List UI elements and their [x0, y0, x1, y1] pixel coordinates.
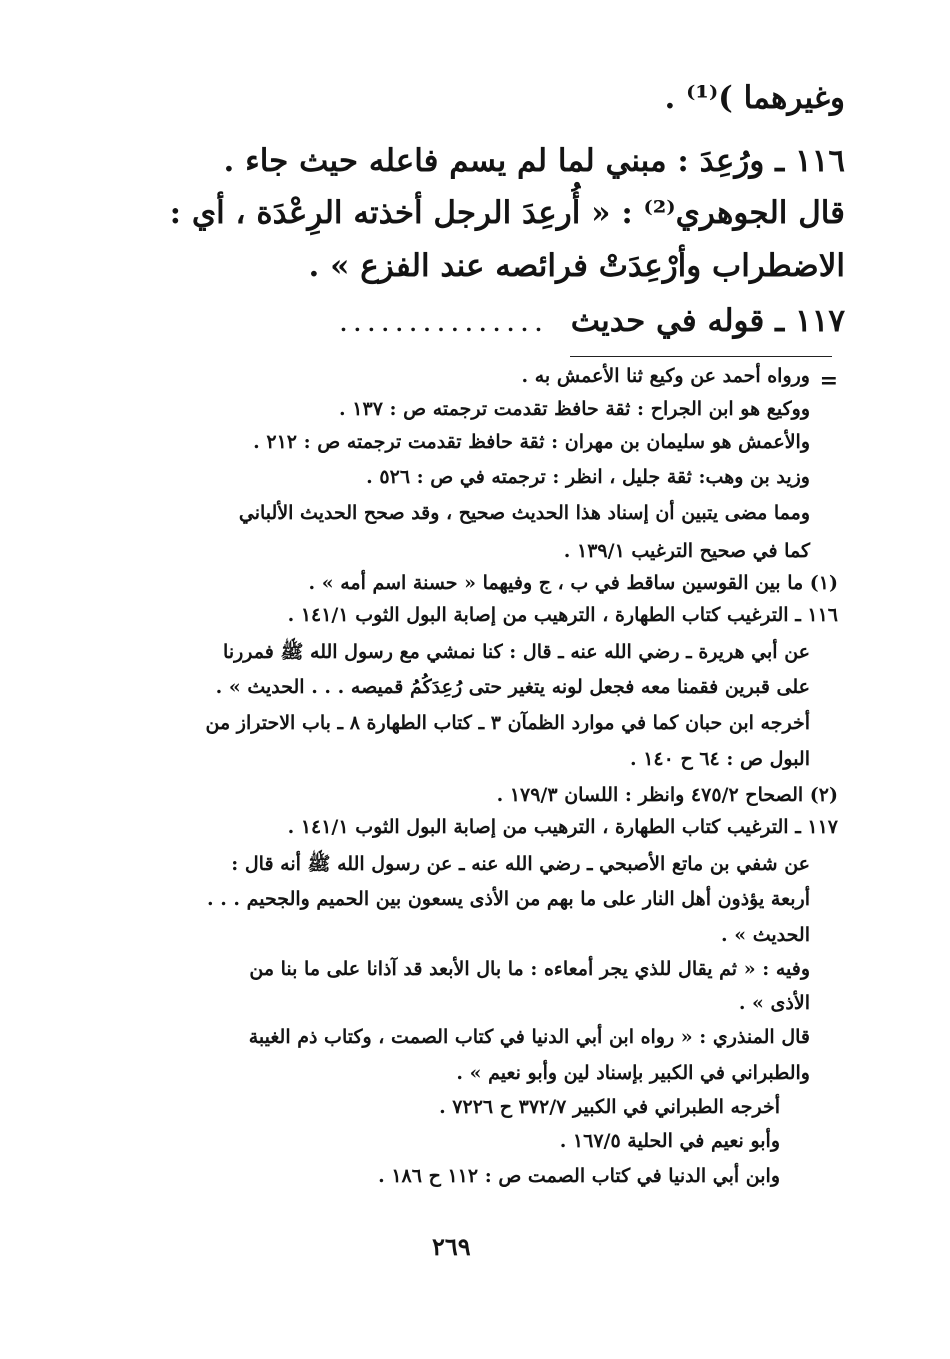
note-line-20: قال المنذري : « رواه ابن أبي الدنيا في كتاب الصمت ، وكتاب ذم الغيبة — [248, 1026, 810, 1048]
continuation-mark: = — [819, 368, 838, 394]
main-line-3: قال الجوهري⁽²⁾ : « أُرعِدَ الرجل أخذته الرِعْدَة ، أي : — [169, 195, 845, 231]
page-number: ٢٦٩ — [432, 1232, 471, 1261]
note-line-6: كما في صحيح الترغيب ١٣٩/١ . — [563, 540, 810, 562]
note-line-24: وابن أبي الدنيا في كتاب الصمت ص : ١١٢ ح ١٨٦ . — [378, 1165, 780, 1187]
note-line-10: على قبرين فقمنا معه فجعل لونه يتغير حتى رُعِدَكُمُ قميصه . . . الحديث » . — [215, 676, 810, 698]
note-line-11: أخرجه ابن حبان كما في موارد الظمآن ٣ ـ كتاب الطهارة ٨ ـ باب الاحتراز من — [205, 712, 810, 734]
note-line-3: والأعمش هو سليمان بن مهران : ثقة حافظ تقدمت ترجمته ص : ٢١٢ . — [253, 431, 810, 453]
main-line-4: الاضطراب وأرْعِدَتْ فرائصه عند الفزع » . — [308, 248, 845, 284]
note-line-9: عن أبي هريرة ـ رضي الله عنه ـ قال : كنا نمشي مع رسول الله ﷺ فمررنا — [223, 641, 810, 663]
note-line-15: عن شفي بن ماتع الأصبحي ـ رضي الله عنه ـ عن رسول الله ﷺ أنه قال : — [231, 853, 810, 875]
note-line-4: وزيد بن وهب: ثقة جليل ، انظر : ترجمته في ص : ٥٢٦ . — [366, 466, 810, 488]
note-line-19: الأذى » . — [738, 992, 810, 1014]
note-line-16: أربعة يؤذون أهل النار على ما بهم من الأذى يسعون بين الحميم والجحيم . . . — [206, 888, 810, 910]
ellipsis-dots: . . . . . . . . . . . . . . . — [340, 312, 542, 336]
note-line-12: البول ص : ٦٤ ح ١٤٠ . — [629, 748, 810, 770]
main-line-1: وغيرهما )⁽¹⁾ . — [664, 80, 845, 116]
main-line-2-entry-116: ١١٦ ـ ورُعِدَ : مبني لما لم يسم فاعله حيث جاء . — [223, 143, 845, 179]
takhrij-117-source: ١١٧ ـ الترغيب كتاب الطهارة ، الترهيب من إصابة البول الثوب ١٤١/١ . — [287, 816, 838, 838]
takhrij-116-source: ١١٦ ـ الترغيب كتاب الطهارة ، الترهيب من إصابة البول الثوب ١٤١/١ . — [287, 604, 838, 626]
note-line-17: الحديث » . — [721, 924, 810, 946]
footnote-separator — [570, 356, 832, 357]
main-line-5-entry-117 — [340, 303, 845, 339]
entry-117-heading: ١١٧ ـ قوله في حديث — [570, 303, 845, 339]
note-line-21: والطبراني في الكبير بإسناد لين وأبو نعيم » . — [456, 1062, 810, 1084]
note-line-1: ورواه أحمد عن وكيع ثنا الأعمش به . — [521, 365, 810, 387]
note-line-2: ووكيع هو ابن الجراح : ثقة حافظ تقدمت ترجمته ص : ١٣٧ . — [339, 398, 810, 420]
footnote-1: (١) ما بين القوسين ساقط في ب ، ج وفيهما « حسنة اسم أمه » . — [308, 572, 838, 594]
note-line-22: أخرجه الطبراني في الكبير ٣٧٢/٧ ح ٧٢٢٦ . — [439, 1096, 780, 1118]
note-line-18: وفيه : « ثم يقال للذي يجر أمعاءه : ما بال الأبعد قد آذانا على ما بنا من — [249, 958, 810, 980]
note-line-5: ومما مضى يتبين أن إسناد هذا الحديث صحيح ، وقد صحح الحديث الألباني — [238, 502, 810, 524]
footnote-2: (٢) الصحاح ٤٧٥/٢ وانظر : اللسان ١٧٩/٣ . — [496, 784, 838, 806]
note-line-23: وأبو نعيم في الحلية ١٦٧/٥ . — [559, 1130, 780, 1152]
